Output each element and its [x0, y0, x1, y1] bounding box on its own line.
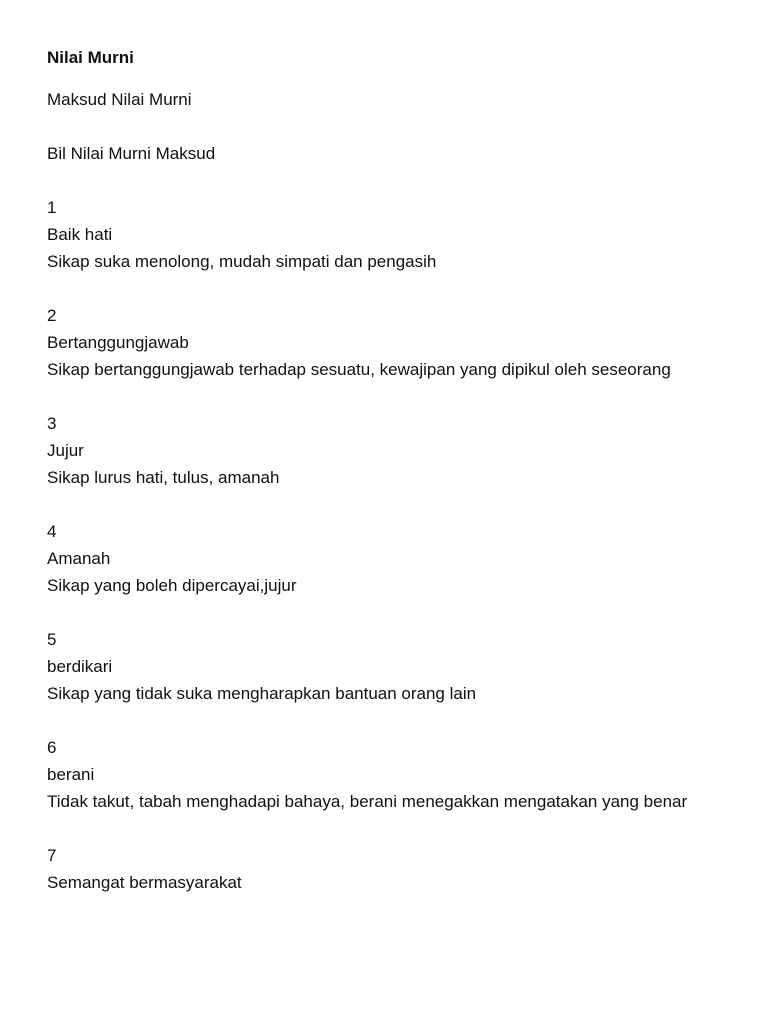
entry-number: 2 — [47, 306, 57, 325]
page-title: Nilai Murni — [47, 48, 134, 67]
entry-name: Jujur — [47, 441, 84, 460]
entry-number: 5 — [47, 630, 57, 649]
entry-name: Baik hati — [47, 225, 113, 244]
document-page — [47, 44, 727, 896]
list-item — [47, 518, 727, 599]
entry-number: 1 — [47, 198, 57, 217]
entry-meaning: Sikap yang tidak suka mengharapkan bantuan orang lain — [47, 684, 477, 703]
list-item — [47, 734, 727, 815]
entry-number: 7 — [47, 846, 57, 865]
entry-meaning: Sikap suka menolong, mudah simpati dan pengasih — [47, 252, 437, 271]
entry-number: 4 — [47, 522, 57, 541]
entry-name: Amanah — [47, 549, 111, 568]
list-item — [47, 302, 727, 383]
entry-name: berdikari — [47, 657, 113, 676]
section-subtitle: Maksud Nilai Murni — [47, 90, 192, 109]
entry-meaning: Sikap bertanggungjawab terhadap sesuatu, kewajipan yang dipikul oleh seseorang — [47, 360, 671, 379]
table-header: Bil Nilai Murni Maksud — [47, 144, 216, 163]
entry-name: Semangat bermasyarakat — [47, 873, 242, 892]
list-item — [47, 194, 727, 275]
entry-name: berani — [47, 765, 95, 784]
entry-name: Bertanggungjawab — [47, 333, 189, 352]
list-item — [47, 842, 727, 896]
entry-meaning: Sikap lurus hati, tulus, amanah — [47, 468, 280, 487]
entry-meaning: Tidak takut, tabah menghadapi bahaya, berani menegakkan mengatakan yang benar — [47, 792, 688, 811]
entry-number: 3 — [47, 414, 57, 433]
entry-number: 6 — [47, 738, 57, 757]
list-item — [47, 626, 727, 707]
list-item — [47, 410, 727, 491]
entry-meaning: Sikap yang boleh dipercayai,jujur — [47, 576, 297, 595]
